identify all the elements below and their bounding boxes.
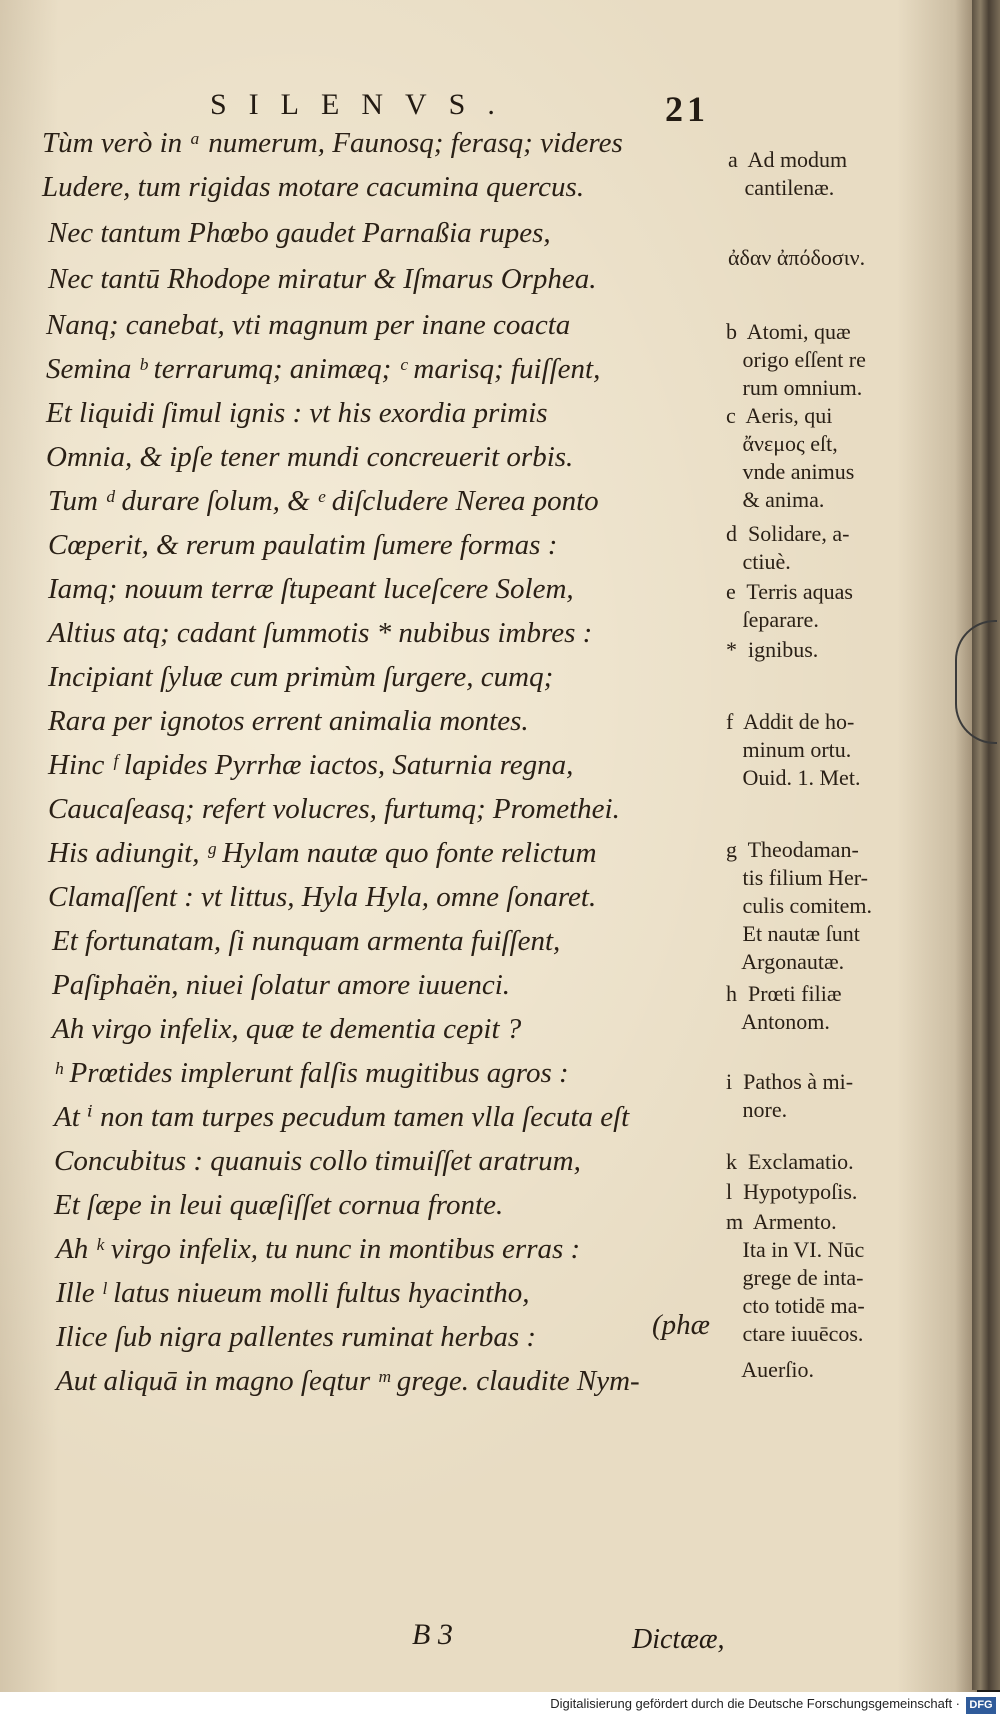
- verse-line: Hinc ᶠ lapides Pyrrhæ iactos, Saturnia regna,: [48, 749, 574, 781]
- verse-line: Ille ˡ latus niueum molli fultus hyacintho,: [56, 1277, 530, 1309]
- verse-line: Et fortunatam, ſi nunquam armenta fuiſſent,: [52, 925, 561, 957]
- verse-line: Ilice ſub nigra pallentes ruminat herbas :: [56, 1321, 537, 1353]
- verse-line: Clamaſſent : vt littus, Hyla Hyla, omne ſonaret.: [48, 881, 597, 913]
- marginal-note: k Exclamatio.: [726, 1149, 854, 1174]
- marginal-note: Auerſio.: [726, 1357, 814, 1382]
- verse-line: Iamq; nouum terræ ſtupeant luceſcere Solem,: [48, 573, 574, 605]
- marginal-note: f Addit de ho- minum ortu. Ouid. 1. Met.: [726, 709, 861, 790]
- catchword: Dictææ,: [632, 1624, 725, 1655]
- verse-line: Tum ᵈ durare ſolum, & ᵉ diſcludere Nerea ponto: [48, 485, 599, 517]
- verse-line: Caucaſeasq; refert volucres, furtumq; Promethei.: [48, 793, 620, 825]
- marginal-note: b Atomi, quæ origo eſſent re rum omnium.: [726, 319, 866, 400]
- page-number: 21: [665, 89, 709, 129]
- verse-line: Ludere, tum rigidas motare cacumina quercus.: [42, 171, 585, 203]
- verse-line: Nec tantū Rhodope miratur & Iſmarus Orphea.: [48, 263, 597, 295]
- verse-line: Paſiphaën, niuei ſolatur amore iuuenci.: [52, 969, 511, 1001]
- verse-line: His adiungit, ᵍ Hylam nautæ quo fonte relictum: [48, 837, 597, 869]
- marginal-note: h Prœti filiæ Antonom.: [726, 981, 842, 1034]
- marginal-note: m Armento. Ita in VI. Nūc grege de inta- cto totidē ma- ctare iuuēcos.: [726, 1209, 865, 1346]
- verse-line: Ah virgo infelix, quæ te dementia cepit ?: [52, 1013, 522, 1045]
- verse-line: Cœperit, & rerum paulatim ſumere formas :: [48, 529, 558, 561]
- digitization-footer: [0, 1692, 1000, 1720]
- marginal-note: c Aeris, qui ἄνεμος eſt, vnde animus & anima.: [726, 403, 855, 512]
- marginal-note: g Theodaman- tis filium Her- culis comitem. Et nautæ ſunt Argonautæ.: [726, 837, 873, 974]
- marginal-note: i Pathos à mi- nore.: [726, 1069, 854, 1122]
- verse-line: Semina ᵇ terrarumq; animæq; ᶜ marisq; fuiſſent,: [46, 353, 601, 385]
- verse-line: At ⁱ non tam turpes pecudum tamen vlla ſecuta eſt: [54, 1101, 630, 1133]
- verse-line: Concubitus : quanuis collo timuiſſet aratrum,: [54, 1145, 581, 1177]
- dfg-logo-icon: DFG: [966, 1697, 996, 1714]
- verse-line: Et liquidi ſimul ignis : vt his exordia primis: [46, 397, 548, 429]
- verse-line: Altius atq; cadant ſummotis * nubibus imbres :: [48, 617, 593, 649]
- verse-line: ʰ Prœtides implerunt falſis mugitibus agros :: [54, 1057, 569, 1089]
- marginal-note: l Hypotypoſis.: [726, 1179, 858, 1204]
- marginal-note: ἀδαν ἀπόδοσιν.: [728, 245, 866, 270]
- verse-line: Ah ᵏ virgo infelix, tu nunc in montibus erras :: [56, 1233, 581, 1265]
- marginal-note: a Ad modum cantilenæ.: [728, 147, 848, 200]
- verse-line: Nanq; canebat, vti magnum per inane coacta: [46, 309, 571, 341]
- verse-line: Et ſæpe in leui quæſiſſet cornua fronte.: [54, 1189, 504, 1221]
- verse-line: Incipiant ſyluæ cum primùm ſurgere, cumq;: [48, 661, 554, 693]
- turnover-text: (phæ: [652, 1309, 710, 1341]
- verse-line: Omnia, & ipſe tener mundi concreuerit orbis.: [46, 441, 574, 473]
- verse-line: Nec tantum Phœbo gaudet Parnaßia rupes,: [48, 217, 551, 249]
- signature-mark: B 3: [412, 1618, 453, 1651]
- digitization-credit: Digitalisierung gefördert durch die Deutsche Forschungsgemeinschaft ·: [550, 1696, 960, 1711]
- verse-line: Rara per ignotos errent animalia montes.: [48, 705, 529, 737]
- running-title: SILENVS.: [210, 88, 517, 121]
- verse-line: Aut aliquā in magno ſeqtur ᵐ grege. claudite Nym-: [56, 1365, 640, 1397]
- marginal-note: d Solidare, a- ctiuè.: [726, 521, 850, 574]
- marginal-note: * ignibus.: [726, 637, 819, 662]
- marginal-note: e Terris aquas ſeparare.: [726, 579, 853, 632]
- verse-line: Tùm verò in ᵃ numerum, Faunosq; ferasq; videres: [42, 127, 623, 159]
